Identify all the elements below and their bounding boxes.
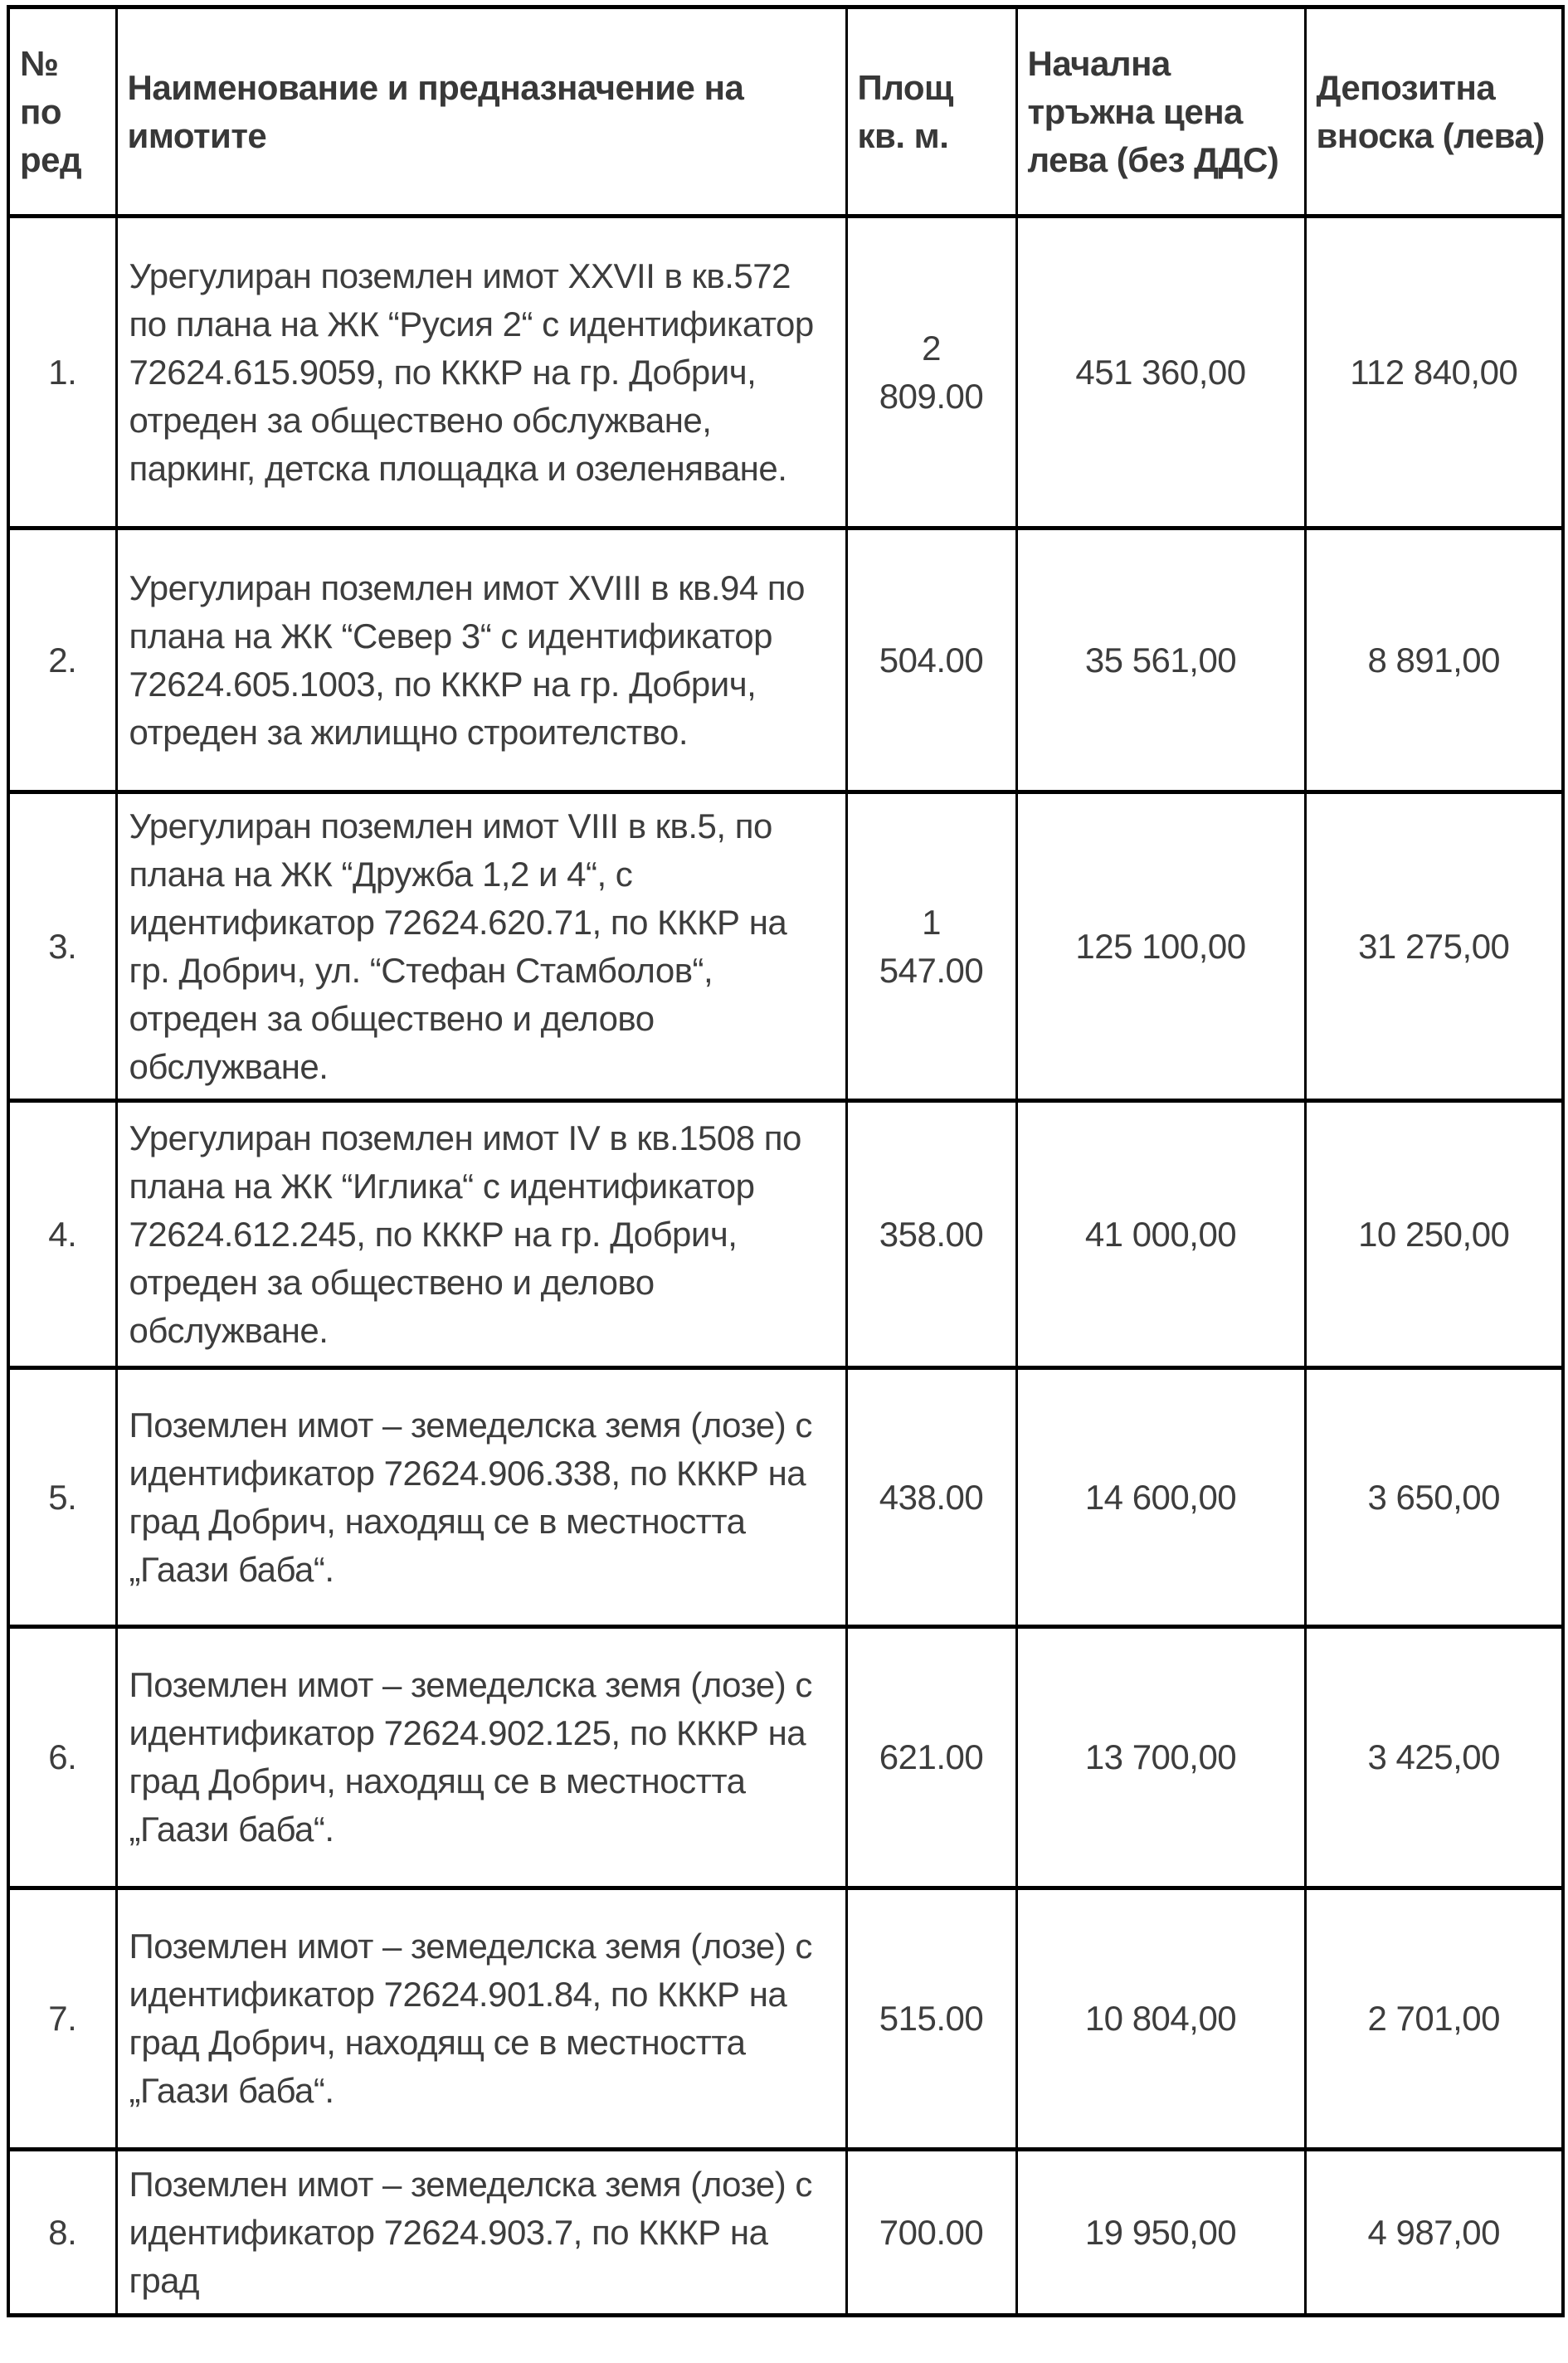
table-row <box>8 1888 1563 2150</box>
table-row <box>8 2150 1563 2316</box>
price-cell: 35 561,00 <box>1016 529 1305 792</box>
row-number-cell: 4. <box>8 1101 116 1368</box>
property-name-cell: Поземлен имот – земеделска земя (лозе) с идентификатор 72624.901.84, по КККР на град Добрич, находящ се в местността „Гаази баба“. <box>116 1888 846 2150</box>
area-cell: 438.00 <box>846 1368 1016 1627</box>
deposit-cell: 4 987,00 <box>1305 2150 1563 2316</box>
table-row <box>8 529 1563 792</box>
deposit-cell: 3 650,00 <box>1305 1368 1563 1627</box>
row-number-cell: 2. <box>8 529 116 792</box>
deposit-cell: 8 891,00 <box>1305 529 1563 792</box>
col-header-area: Площ кв. м. <box>846 7 1016 217</box>
row-number-cell: 7. <box>8 1888 116 2150</box>
property-name-cell: Поземлен имот – земеделска земя (лозе) с идентификатор 72624.902.125, по КККР на град Добрич, находящ се в местността „Гаази баба“. <box>116 1627 846 1888</box>
price-cell: 10 804,00 <box>1016 1888 1305 2150</box>
table-row <box>8 1368 1563 1627</box>
area-cell: 700.00 <box>846 2150 1016 2316</box>
row-number-cell: 3. <box>8 792 116 1101</box>
price-cell: 14 600,00 <box>1016 1368 1305 1627</box>
row-number-cell: 1. <box>8 217 116 529</box>
area-cell: 504.00 <box>846 529 1016 792</box>
col-header-starting-price: Начална тръжна цена лева (без ДДС) <box>1016 7 1305 217</box>
deposit-cell: 10 250,00 <box>1305 1101 1563 1368</box>
area-cell: 2 809.00 <box>846 217 1016 529</box>
property-name-cell: Урегулиран поземлен имот XXVII в кв.572 по плана на ЖК “Русия 2“ с идентификатор 72624.615.9059, по КККР на гр. Добрич, отреден за обществено обслужване, паркинг, детска площадка и озеленяване. <box>116 217 846 529</box>
col-header-property-name: Наименование и предназначение на имотите <box>116 7 846 217</box>
area-cell: 515.00 <box>846 1888 1016 2150</box>
property-name-cell: Поземлен имот – земеделска земя (лозе) с идентификатор 72624.906.338, по КККР на град Добрич, находящ се в местността „Гаази баба“. <box>116 1368 846 1627</box>
area-cell: 1 547.00 <box>846 792 1016 1101</box>
area-cell: 358.00 <box>846 1101 1016 1368</box>
price-cell: 13 700,00 <box>1016 1627 1305 1888</box>
table-row <box>8 1101 1563 1368</box>
properties-table <box>7 5 1565 2317</box>
property-name-cell: Поземлен имот – земеделска земя (лозе) с идентификатор 72624.903.7, по КККР на град <box>116 2150 846 2316</box>
property-name-cell: Урегулиран поземлен имот XVIII в кв.94 по плана на ЖК “Север 3“ с идентификатор 72624.605.1003, по КККР на гр. Добрич, отреден за жилищно строителство. <box>116 529 846 792</box>
price-cell: 451 360,00 <box>1016 217 1305 529</box>
row-number-cell: 5. <box>8 1368 116 1627</box>
row-number-cell: 6. <box>8 1627 116 1888</box>
table-row <box>8 217 1563 529</box>
table-row <box>8 1627 1563 1888</box>
deposit-cell: 2 701,00 <box>1305 1888 1563 2150</box>
price-cell: 19 950,00 <box>1016 2150 1305 2316</box>
area-cell: 621.00 <box>846 1627 1016 1888</box>
price-cell: 125 100,00 <box>1016 792 1305 1101</box>
deposit-cell: 112 840,00 <box>1305 217 1563 529</box>
deposit-cell: 31 275,00 <box>1305 792 1563 1101</box>
row-number-cell: 8. <box>8 2150 116 2316</box>
col-header-deposit: Депозитна вноска (лева) <box>1305 7 1563 217</box>
table-header-row <box>8 7 1563 217</box>
price-cell: 41 000,00 <box>1016 1101 1305 1368</box>
table-row <box>8 792 1563 1101</box>
col-header-row-number: № по ред <box>8 7 116 217</box>
property-name-cell: Урегулиран поземлен имот IV в кв.1508 по плана на ЖК “Иглика“ с идентификатор 72624.612.245, по КККР на гр. Добрич, отреден за обществено и делово обслужване. <box>116 1101 846 1368</box>
property-name-cell: Урегулиран поземлен имот VIII в кв.5, по плана на ЖК “Дружба 1,2 и 4“, с идентификатор 72624.620.71, по КККР на гр. Добрич, ул. “Стефан Стамболов“, отреден за обществено и делово обслужване. <box>116 792 846 1101</box>
deposit-cell: 3 425,00 <box>1305 1627 1563 1888</box>
